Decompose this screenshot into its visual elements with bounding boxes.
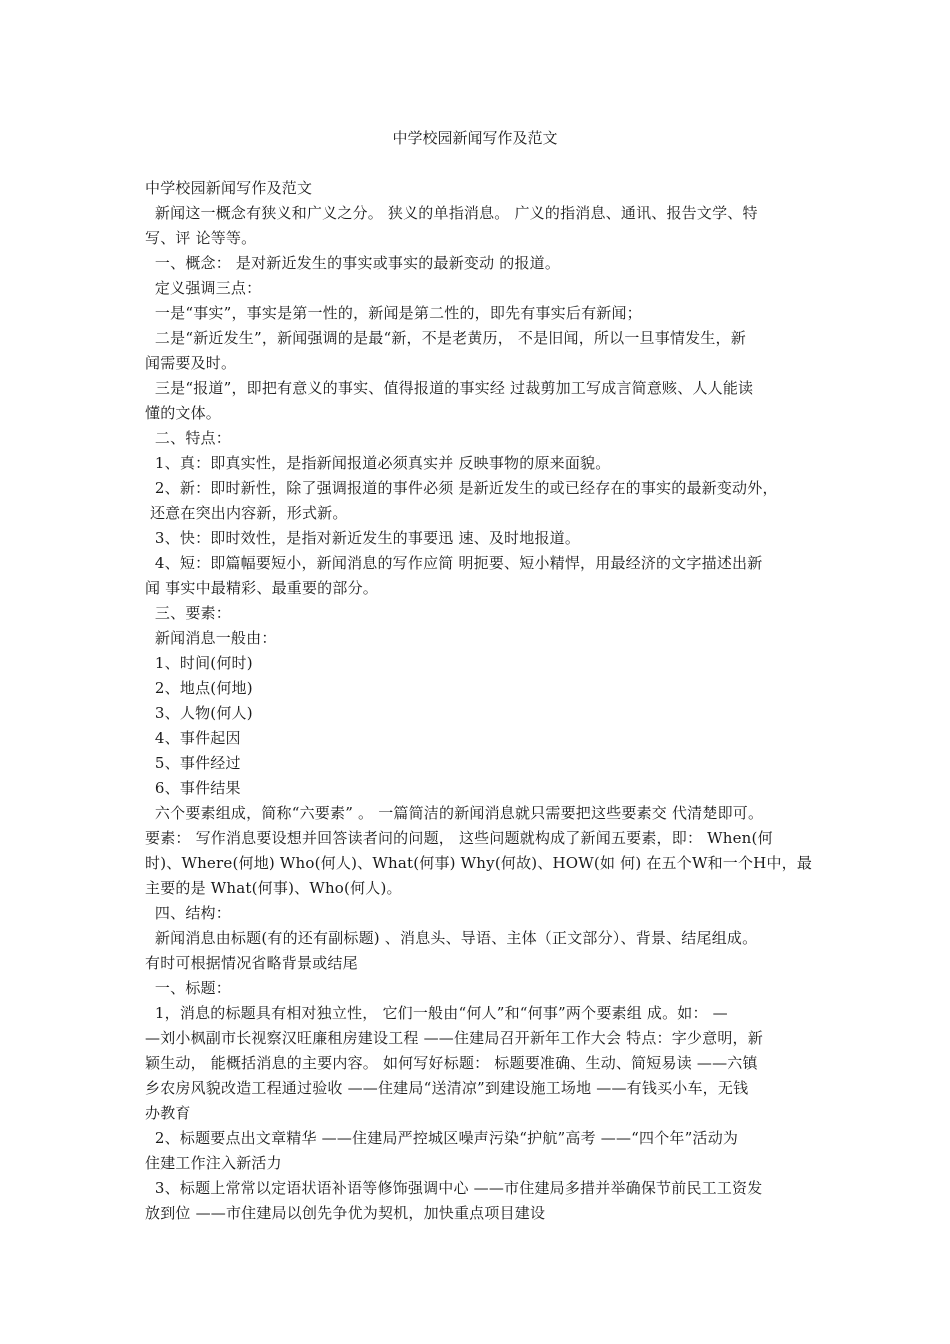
text-line: 有时可根据情况省略背景或结尾 — [145, 954, 358, 972]
text-line: 一、概念： 是对新近发生的事实或事实的最新变动 的报道。 — [145, 254, 561, 272]
text-line: 1、时间(何时) — [145, 654, 253, 672]
text-line: 定义强调三点： — [145, 279, 262, 297]
text-line: —刘小枫副市长视察汉旺廉租房建设工程 ——住建局召开新年工作大会 特点：字少意明，新 — [145, 1029, 763, 1047]
text-line: 乡农房风貌改造工程通过验收 ——住建局“送清凉”到建设施工场地 ——有钱买小车，无钱 — [145, 1079, 749, 1097]
text-line: 写、评 论等等。 — [145, 229, 257, 247]
text-line: 6、事件结果 — [145, 779, 241, 797]
text-line: 二是“新近发生”，新闻强调的是最“新，不是老黄历， 不是旧闻，所以一旦事情发生，新 — [145, 329, 746, 347]
document-body — [145, 176, 825, 1226]
text-line: 要素： 写作消息要设想并回答读者问的问题， 这些问题就构成了新闻五要素，即： When(何 — [145, 829, 773, 847]
text-line: 2、新：即时新性，除了强调报道的事件必须 是新近发生的或已经存在的事实的最新变动外， — [145, 479, 778, 497]
text-line: 六个要素组成，简称“六要素” 。 一篇简洁的新闻消息就只需要把这些要素交 代清楚即可。 — [145, 804, 764, 822]
text-line: 时)、Where(何地) Who(何人)、What(何事) Why(何故)、HOW(如 何) 在五个W和一个H中，最 — [145, 854, 813, 872]
text-line: 4、事件起因 — [145, 729, 241, 747]
text-line: 一、标题： — [145, 979, 231, 997]
text-line: 四、结构： — [145, 904, 231, 922]
text-line: 懂的文体。 — [145, 404, 222, 422]
text-line: 办教育 — [145, 1104, 191, 1122]
text-line: 3、快：即时效性，是指对新近发生的事要迅 速、及时地报道。 — [145, 529, 581, 547]
document-title: 中学校园新闻写作及范文 — [392, 129, 558, 147]
text-line: 二、特点： — [145, 429, 231, 447]
text-line: 主要的是 What(何事)、Who(何人)。 — [145, 879, 402, 897]
text-line: 一是“事实”，事实是第一性的，新闻是第二性的，即先有事实后有新闻； — [145, 304, 642, 322]
text-line: 4、短：即篇幅要短小，新闻消息的写作应简 明扼要、短小精悍，用最经济的文字描述出新 — [145, 554, 763, 572]
text-line: 闻需要及时。 — [145, 354, 237, 372]
text-line: 还意在突出内容新，形式新。 — [145, 504, 348, 522]
text-line: 新闻消息由标题(有的还有副标题) 、消息头、导语、主体（正文部分）、背景、结尾组成。 — [145, 929, 758, 947]
text-line: 放到位 ——市住建局以创先争优为契机，加快重点项目建设 — [145, 1204, 546, 1222]
text-line: 3、人物(何人) — [145, 704, 253, 722]
text-line: 颖生动， 能概括消息的主要内容。 如何写好标题： 标题要准确、生动、简短易读 ——六镇 — [145, 1054, 758, 1072]
text-line: 新闻这一概念有狭义和广义之分。 狭义的单指消息。 广义的指消息、通讯、报告文学、特 — [145, 204, 758, 222]
text-line: 新闻消息一般由： — [145, 629, 277, 647]
text-line: 中学校园新闻写作及范文 — [145, 179, 313, 197]
text-line: 住建工作注入新活力 — [145, 1154, 282, 1172]
text-line: 5、事件经过 — [145, 754, 241, 772]
text-line: 1，消息的标题具有相对独立性， 它们一般由“何人”和“何事”两个要素组 成。如： — — [145, 1004, 728, 1022]
text-line: 3、标题上常常以定语状语补语等修饰强调中心 ——市住建局多措并举确保节前民工工资发 — [145, 1179, 763, 1197]
text-line: 2、地点(何地) — [145, 679, 253, 697]
text-line: 三是“报道”，即把有意义的事实、值得报道的事实经 过裁剪加工写成言简意赅、人人能读 — [145, 379, 754, 397]
text-line: 1、真：即真实性，是指新闻报道必须真实并 反映事物的原来面貌。 — [145, 454, 611, 472]
text-line: 2、标题要点出文章精华 ——住建局严控城区噪声污染“护航”高考 ——“四个年”活动为 — [145, 1129, 739, 1147]
text-line: 闻 事实中最精彩、最重要的部分。 — [145, 579, 378, 597]
text-line: 三、要素： — [145, 604, 231, 622]
